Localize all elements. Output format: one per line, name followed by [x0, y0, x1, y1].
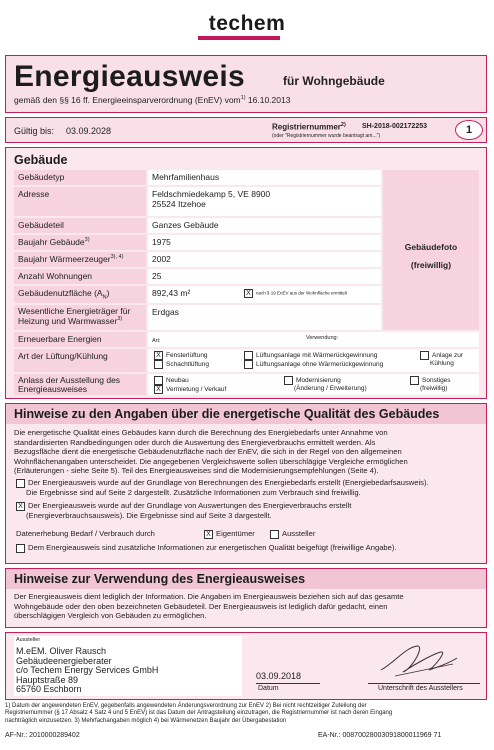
address-line-1: Feldschmiedekamp 5, VE 8900 — [152, 189, 271, 199]
lueftung-kuehlung-label: Kühlung — [430, 360, 454, 367]
law-reference — [14, 95, 290, 105]
baujahr-gebaeude-sup: 3) — [84, 237, 90, 244]
zusatz-label: Dem Energieausweis sind zusätzliche Informationen zur energetischen Qualität beigefügt (freiwillige Angabe). — [28, 543, 397, 552]
usage-line-3: überschlägigen Vergleich von Gebäuden zu ermöglichen. — [14, 611, 207, 621]
issuer-line-4: Hauptstraße 89 — [16, 674, 79, 685]
anlass-modernisierung-label: Modernisierung — [296, 377, 341, 385]
issuer-line-2: Gebäudeenergieberater — [16, 655, 112, 666]
issuer-line-1: M.eEM. Oliver Rausch — [16, 646, 107, 656]
ea-number: EA-Nr.: 00870028003091800011969 71 — [318, 732, 442, 739]
anlass-modernisierung-checkbox[interactable] — [284, 376, 293, 385]
page-title: Energieausweis — [14, 60, 245, 93]
lueftung-schacht-checkbox[interactable] — [154, 360, 163, 369]
lueftung-mit-wrg-checkbox[interactable] — [244, 351, 253, 360]
lueftung-schacht-label: Schachtlüftung — [166, 361, 210, 369]
anlass-vermietung-checkbox[interactable]: X — [154, 385, 163, 394]
registration-sup: 2) — [340, 122, 346, 128]
lueftung-anlage-kuehlung[interactable] — [420, 351, 463, 360]
value-adresse — [148, 187, 381, 216]
techem-logo: techem — [208, 12, 286, 35]
usage-line-1: Der Energieausweis dient lediglich der Information. Die Angaben im Energieausweis beziehen sich auf das gesamte — [14, 592, 404, 601]
value-lueftung — [148, 349, 479, 372]
label-adresse: Adresse — [14, 187, 146, 216]
aussteller-checkbox[interactable] — [270, 530, 279, 539]
registration-note: (oder "Registriernummer wurde beantragt am...") — [272, 133, 381, 139]
nutzflaeche-text: Gebäudenutzfläche (A — [18, 288, 103, 298]
registration-number: SH-2018-002172253 — [362, 123, 427, 130]
value-baujahr-waermeerzeuger: 2002 — [148, 252, 381, 267]
issuer-line-5: 65760 Eschborn — [16, 684, 82, 695]
baujahr-waermeerzeuger-text: Baujahr Wärmeerzeuger — [18, 254, 111, 264]
option-verbrauchsausweis[interactable] — [16, 501, 486, 520]
registration-label-text: Registriernummer — [272, 122, 341, 132]
page-number-badge: 1 — [455, 120, 483, 140]
signature-line — [368, 683, 480, 684]
logo-underline — [198, 36, 280, 40]
anlass-vermietung-label: Vermietung / Verkauf — [166, 386, 227, 394]
option-eigentuemer[interactable] — [204, 529, 255, 539]
art-label: Art: — [152, 338, 161, 344]
eigentuemer-checkbox[interactable]: X — [204, 530, 213, 539]
footnotes — [5, 703, 490, 725]
lueftung-mit-wrg-label: Lüftungsanlage mit Wärmerückgewinnung — [256, 352, 378, 360]
label-baujahr-waermeerzeuger — [14, 252, 146, 267]
nutzflaeche-note-text: nach § 19 EnEV aus der Wohnfläche ermittelt — [256, 290, 347, 296]
baujahr-waermeerzeuger-sup: 3), 4) — [110, 254, 124, 261]
anlass-modernisierung[interactable] — [284, 376, 341, 385]
lueftung-fenster[interactable] — [154, 351, 208, 360]
bedarfsausweis-line-2: Die Ergebnisse sind auf Seite 2 dargestellt. Zusätzliche Informationen zum Verbrauch sind freiwillig. — [26, 487, 361, 497]
label-gebaeudetyp: Gebäudetyp — [14, 170, 146, 185]
law-text: gemäß den §§ 16 ff. Energieeinsparverordnung (EnEV) vom — [14, 95, 241, 105]
eigentuemer-label: Eigentümer — [216, 529, 255, 538]
law-sup: 1) — [240, 95, 246, 102]
footnote-line-1: 1) Datum der angewendeten EnEV, gegebenfalls angewendeten Änderungsverordnung zur EnEV 2) Bei nicht rechtzeitiger Zuteilung der — [5, 703, 367, 709]
af-number: AF-Nr.: 2010000289402 — [5, 732, 80, 739]
quality-line-1: Die energetische Qualität eines Gebäudes kann durch die Berechnung des Energiebedarfs unter Annahme von — [14, 428, 388, 437]
issue-date: 03.09.2018 — [256, 671, 302, 681]
building-section-title: Gebäude — [14, 153, 68, 167]
hinweise-quality-paragraph — [14, 428, 484, 476]
photo-label: Gebäudefoto — [404, 242, 458, 252]
footnote-line-3: nachträglich einzusetzen. 3) Mehrfachangaben möglich 4) bei Wärmenetzen Baujahr der Übergabestation — [5, 717, 287, 724]
signature-image — [375, 640, 461, 682]
label-gebaeudeteil: Gebäudeteil — [14, 218, 146, 233]
lueftung-schacht[interactable] — [154, 360, 209, 369]
lueftung-mit-wrg[interactable] — [244, 351, 377, 360]
anlass-neubau-label: Neubau — [166, 377, 189, 385]
anlass-neubau[interactable] — [154, 376, 189, 385]
quality-line-2: standardisierten Randbedingungen oder durch die Auswertung des Energieverbrauchs ermittelt werden. Als — [14, 437, 376, 447]
verbrauchsausweis-line-1: Der Energieausweis wurde auf der Grundlage von Auswertungen des Energieverbrauchs erstellt — [28, 501, 352, 510]
aussteller-option-label: Aussteller — [282, 529, 316, 538]
lueftung-kuehlung-checkbox[interactable] — [420, 351, 429, 360]
label-nutzflaeche — [14, 286, 146, 303]
lueftung-anlage-label: Anlage zur — [432, 352, 464, 360]
value-energietraeger: Erdgas — [148, 305, 381, 330]
verwendung-label: Verwendung: — [306, 335, 339, 341]
bedarfsausweis-line-1: Der Energieausweis wurde auf der Grundlage von Berechnungen des Energiebedarfs erstellt (Energiebedarfsausweis). — [28, 478, 429, 487]
option-zusatz[interactable] — [16, 543, 397, 553]
quality-line-5: (Erläuterungen - siehe Seite 5). Teil des Energieausweises sind die Modernisierungsempfehlungen (Seite 4). — [14, 466, 379, 476]
verbrauchsausweis-checkbox[interactable]: X — [16, 502, 25, 511]
valid-until-label: Gültig bis: — [14, 126, 55, 136]
usage-line-2: Wohngebäude oder den oben bezeichneten Gebäudeteil. Der Energieausweis ist lediglich dafür gedacht, einen — [14, 601, 388, 611]
issuer-address — [16, 647, 158, 695]
hinweise-quality-title: Hinweise zu den Angaben über die energetische Qualität des Gebäudes — [14, 407, 440, 421]
nutzflaeche-checkbox[interactable]: X — [244, 289, 253, 298]
law-date: 16.10.2013 — [247, 95, 291, 105]
energietraeger-sup: 3) — [117, 316, 123, 322]
label-lueftung: Art der Lüftung/Kühlung — [14, 349, 146, 372]
datenerhebung-label: Datenerhebung Bedarf / Verbrauch durch — [16, 529, 155, 538]
zusatz-checkbox[interactable] — [16, 544, 25, 553]
option-aussteller[interactable] — [270, 529, 315, 539]
registration-label — [272, 122, 346, 132]
quality-line-3: Bezugsfläche dient die energetische Gebäudenutzfläche nach der EnEV, die sich in der Regel von den allgemeinen — [14, 447, 402, 457]
value-nutzflaeche — [148, 286, 381, 303]
footnote-line-2: Registriernummer (§ 17 Absatz 4 Satz 4 und 5 EnEV) ist das Datum der Antragstellung einzutragen, die Registriernummer ist nach deren Eingang — [5, 710, 393, 717]
value-anzahl-wohnungen: 25 — [148, 269, 381, 284]
anlass-sonstiges-label: Sonstiges — [422, 377, 451, 385]
verbrauchsausweis-line-2: (Energieverbrauchsausweis). Die Ergebnisse sind auf Seite 3 dargestellt. — [26, 510, 272, 520]
value-baujahr-gebaeude: 1975 — [148, 235, 381, 250]
label-anzahl-wohnungen: Anzahl Wohnungen — [14, 269, 146, 284]
issuer-label: Aussteller — [16, 637, 41, 643]
value-gebaeudeteil: Ganzes Gebäude — [148, 218, 381, 233]
hinweise-usage-title: Hinweise zur Verwendung des Energieausweises — [14, 572, 306, 586]
baujahr-gebaeude-text: Baujahr Gebäude — [18, 237, 85, 247]
bedarfsausweis-checkbox[interactable] — [16, 479, 25, 488]
anlass-sonstiges[interactable] — [410, 376, 451, 385]
value-anlass — [148, 374, 479, 395]
hinweise-usage-paragraph — [14, 592, 484, 621]
energietraeger-text: Wesentliche Energieträger für Heizung und Warmwasser — [18, 306, 131, 326]
lueftung-fenster-checkbox[interactable]: X — [154, 351, 163, 360]
label-baujahr-gebaeude — [14, 235, 146, 250]
quality-line-4: Wohnflächenangaben unterscheidet. Die angegebenen Vergleichswerte sollen überschlägige Vergleiche ermöglichen — [14, 456, 408, 466]
label-erneuerbar: Erneuerbare Energien — [14, 332, 146, 347]
anlass-aenderung-label: (Änderung / Erweiterung) — [294, 385, 367, 392]
nutzflaeche-value: 892,43 m² — [152, 288, 191, 298]
date-line — [256, 683, 320, 684]
lueftung-ohne-wrg-label: Lüftungsanlage ohne Wärmerückgewinnung — [256, 361, 384, 369]
nutzflaeche-note — [244, 289, 347, 298]
value-erneuerbar — [148, 332, 479, 347]
anlass-vermietung[interactable] — [154, 385, 226, 394]
anlass-sonstiges-checkbox[interactable] — [410, 376, 419, 385]
nutzflaeche-end: ) — [106, 288, 110, 298]
signature-label: Unterschrift des Ausstellers — [378, 685, 463, 692]
issuer-box — [14, 636, 242, 696]
anlass-neubau-checkbox[interactable] — [154, 376, 163, 385]
address-line-2: 25524 Itzehoe — [152, 199, 206, 209]
issuer-line-3: c/o Techem Energy Services GmbH — [16, 665, 159, 676]
nutzflaeche-sub: N — [102, 294, 107, 301]
lueftung-ohne-wrg[interactable] — [244, 360, 383, 369]
label-energietraeger — [14, 305, 146, 330]
label-anlass: Anlass der Ausstellung des Energieausweises — [14, 374, 146, 395]
lueftung-fenster-label: Fensterlüftung — [166, 352, 208, 360]
page-subtitle: für Wohngebäude — [283, 74, 385, 88]
option-bedarfsausweis[interactable] — [16, 478, 486, 497]
value-gebaeudetyp: Mehrfamilienhaus — [148, 170, 381, 185]
valid-until-date: 03.09.2028 — [66, 126, 112, 136]
anlass-freiwillig-label: (freiwillig) — [420, 385, 448, 392]
lueftung-ohne-wrg-checkbox[interactable] — [244, 360, 253, 369]
photo-placeholder — [383, 170, 479, 330]
photo-sub: (freiwillig) — [410, 260, 452, 270]
date-label: Datum — [258, 685, 279, 692]
